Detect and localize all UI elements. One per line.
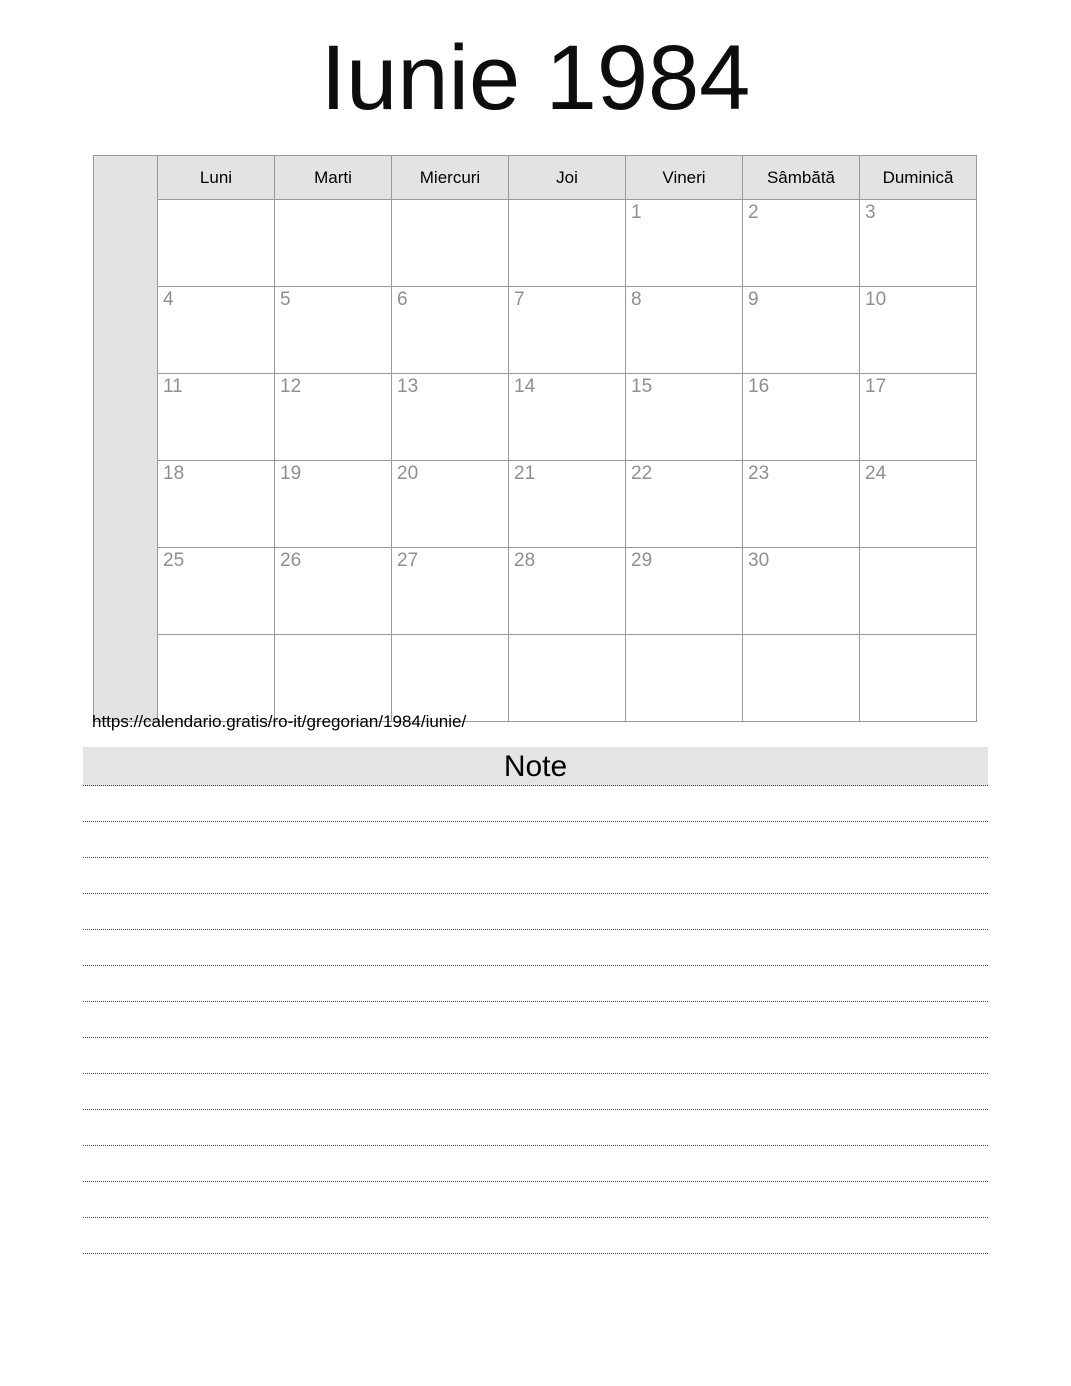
day-cell: 5 <box>275 287 392 374</box>
weekday-header-duminica: Duminică <box>860 156 977 200</box>
day-cell: 1 <box>626 200 743 287</box>
week-number-column <box>94 156 158 722</box>
note-line <box>83 1110 988 1146</box>
day-cell <box>275 635 392 722</box>
note-line <box>83 858 988 894</box>
note-line <box>83 930 988 966</box>
weekday-header-marti: Marti <box>275 156 392 200</box>
day-cell <box>392 635 509 722</box>
day-cell: 16 <box>743 374 860 461</box>
note-line <box>83 966 988 1002</box>
day-cell: 22 <box>626 461 743 548</box>
day-cell: 17 <box>860 374 977 461</box>
calendar-week-row <box>94 287 977 374</box>
note-line <box>83 822 988 858</box>
day-cell: 8 <box>626 287 743 374</box>
day-cell <box>860 548 977 635</box>
note-line <box>83 786 988 822</box>
weekday-header-miercuri: Miercuri <box>392 156 509 200</box>
day-cell: 4 <box>158 287 275 374</box>
day-cell: 30 <box>743 548 860 635</box>
day-cell: 20 <box>392 461 509 548</box>
weekday-header-row <box>94 156 977 200</box>
day-cell <box>275 200 392 287</box>
day-cell: 3 <box>860 200 977 287</box>
day-cell: 26 <box>275 548 392 635</box>
notes-section <box>83 747 988 1254</box>
note-line <box>83 1038 988 1074</box>
notes-title: Note <box>83 747 988 786</box>
page-title: Iunie 1984 <box>320 27 751 129</box>
calendar-week-row <box>94 635 977 722</box>
note-line <box>83 1218 988 1254</box>
day-cell: 23 <box>743 461 860 548</box>
day-cell: 12 <box>275 374 392 461</box>
day-cell <box>860 635 977 722</box>
calendar-week-row <box>94 548 977 635</box>
day-cell <box>743 635 860 722</box>
day-cell: 28 <box>509 548 626 635</box>
note-line <box>83 894 988 930</box>
day-cell <box>158 200 275 287</box>
day-cell: 15 <box>626 374 743 461</box>
source-url: https://calendario.gratis/ro-it/gregorian/1984/iunie/ <box>92 712 467 731</box>
day-cell: 7 <box>509 287 626 374</box>
day-cell: 29 <box>626 548 743 635</box>
day-cell: 2 <box>743 200 860 287</box>
day-cell: 10 <box>860 287 977 374</box>
note-line <box>83 1074 988 1110</box>
calendar-table <box>93 155 977 722</box>
day-cell: 11 <box>158 374 275 461</box>
note-line <box>83 1146 988 1182</box>
weekday-header-joi: Joi <box>509 156 626 200</box>
day-cell: 19 <box>275 461 392 548</box>
day-cell: 24 <box>860 461 977 548</box>
calendar-week-row <box>94 374 977 461</box>
day-cell: 25 <box>158 548 275 635</box>
calendar-week-row <box>94 461 977 548</box>
day-cell: 27 <box>392 548 509 635</box>
calendar-week-row <box>94 200 977 287</box>
note-line <box>83 1002 988 1038</box>
day-cell: 18 <box>158 461 275 548</box>
day-cell: 14 <box>509 374 626 461</box>
weekday-header-vineri: Vineri <box>626 156 743 200</box>
day-cell <box>509 635 626 722</box>
day-cell: 13 <box>392 374 509 461</box>
day-cell: 21 <box>509 461 626 548</box>
day-cell <box>509 200 626 287</box>
day-cell: 6 <box>392 287 509 374</box>
day-cell <box>158 635 275 722</box>
weekday-header-sambata: Sâmbătă <box>743 156 860 200</box>
day-cell <box>392 200 509 287</box>
day-cell <box>626 635 743 722</box>
day-cell: 9 <box>743 287 860 374</box>
weekday-header-luni: Luni <box>158 156 275 200</box>
note-line <box>83 1182 988 1218</box>
